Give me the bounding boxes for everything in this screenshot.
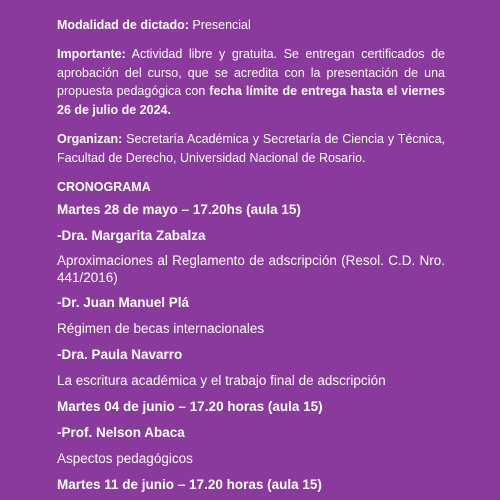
session-date: Martes 04 de junio – 17.20 horas (aula 15) xyxy=(57,399,323,414)
session-topic: Aproximaciones al Reglamento de adscripción (Resol. C.D. Nro. 441/2016) xyxy=(57,253,445,285)
cronograma-title: CRONOGRAMA xyxy=(57,180,151,194)
modalidad-value: Presencial xyxy=(188,18,251,32)
session-date: Martes 28 de mayo – 17.20hs (aula 15) xyxy=(57,202,301,217)
session-topic: La escritura académica y el trabajo final de adscripción xyxy=(57,373,386,388)
speaker-name: -Dr. Juan Manuel Plá xyxy=(57,295,190,310)
speaker-name: -Dra. Margarita Zabalza xyxy=(57,228,206,243)
modalidad-label: Modalidad de dictado: xyxy=(57,18,189,32)
organizan-label: Organizan: xyxy=(57,132,123,146)
session-topic: Régimen de becas internacionales xyxy=(57,321,265,336)
speaker-name: -Dra. Paula Navarro xyxy=(57,347,183,362)
importante-deadline: fecha límite de entrega hasta el viernes 26 de julio de 2024. xyxy=(57,84,445,117)
importante-text: Actividad libre y gratuita. Se entregan certificados de aprobación del curso, que se acredita con la presentación de una propuesta pedagógica con xyxy=(57,47,445,98)
modalidad-line xyxy=(57,16,445,34)
importante-label: Importante: xyxy=(57,47,126,61)
session-date: Martes 11 de junio – 17.20 horas (aula 15) xyxy=(57,477,322,492)
importante-paragraph xyxy=(57,45,445,119)
speaker-name: -Prof. Nelson Abaca xyxy=(57,425,185,440)
session-topic: Aspectos pedagógicos xyxy=(57,451,193,466)
organizan-paragraph xyxy=(57,130,445,167)
document-body xyxy=(57,16,445,494)
organizan-text: Secretaría Académica y Secretaría de Ciencia y Técnica, Facultad de Derecho, Universidad Nacional de Rosario. xyxy=(57,132,445,165)
